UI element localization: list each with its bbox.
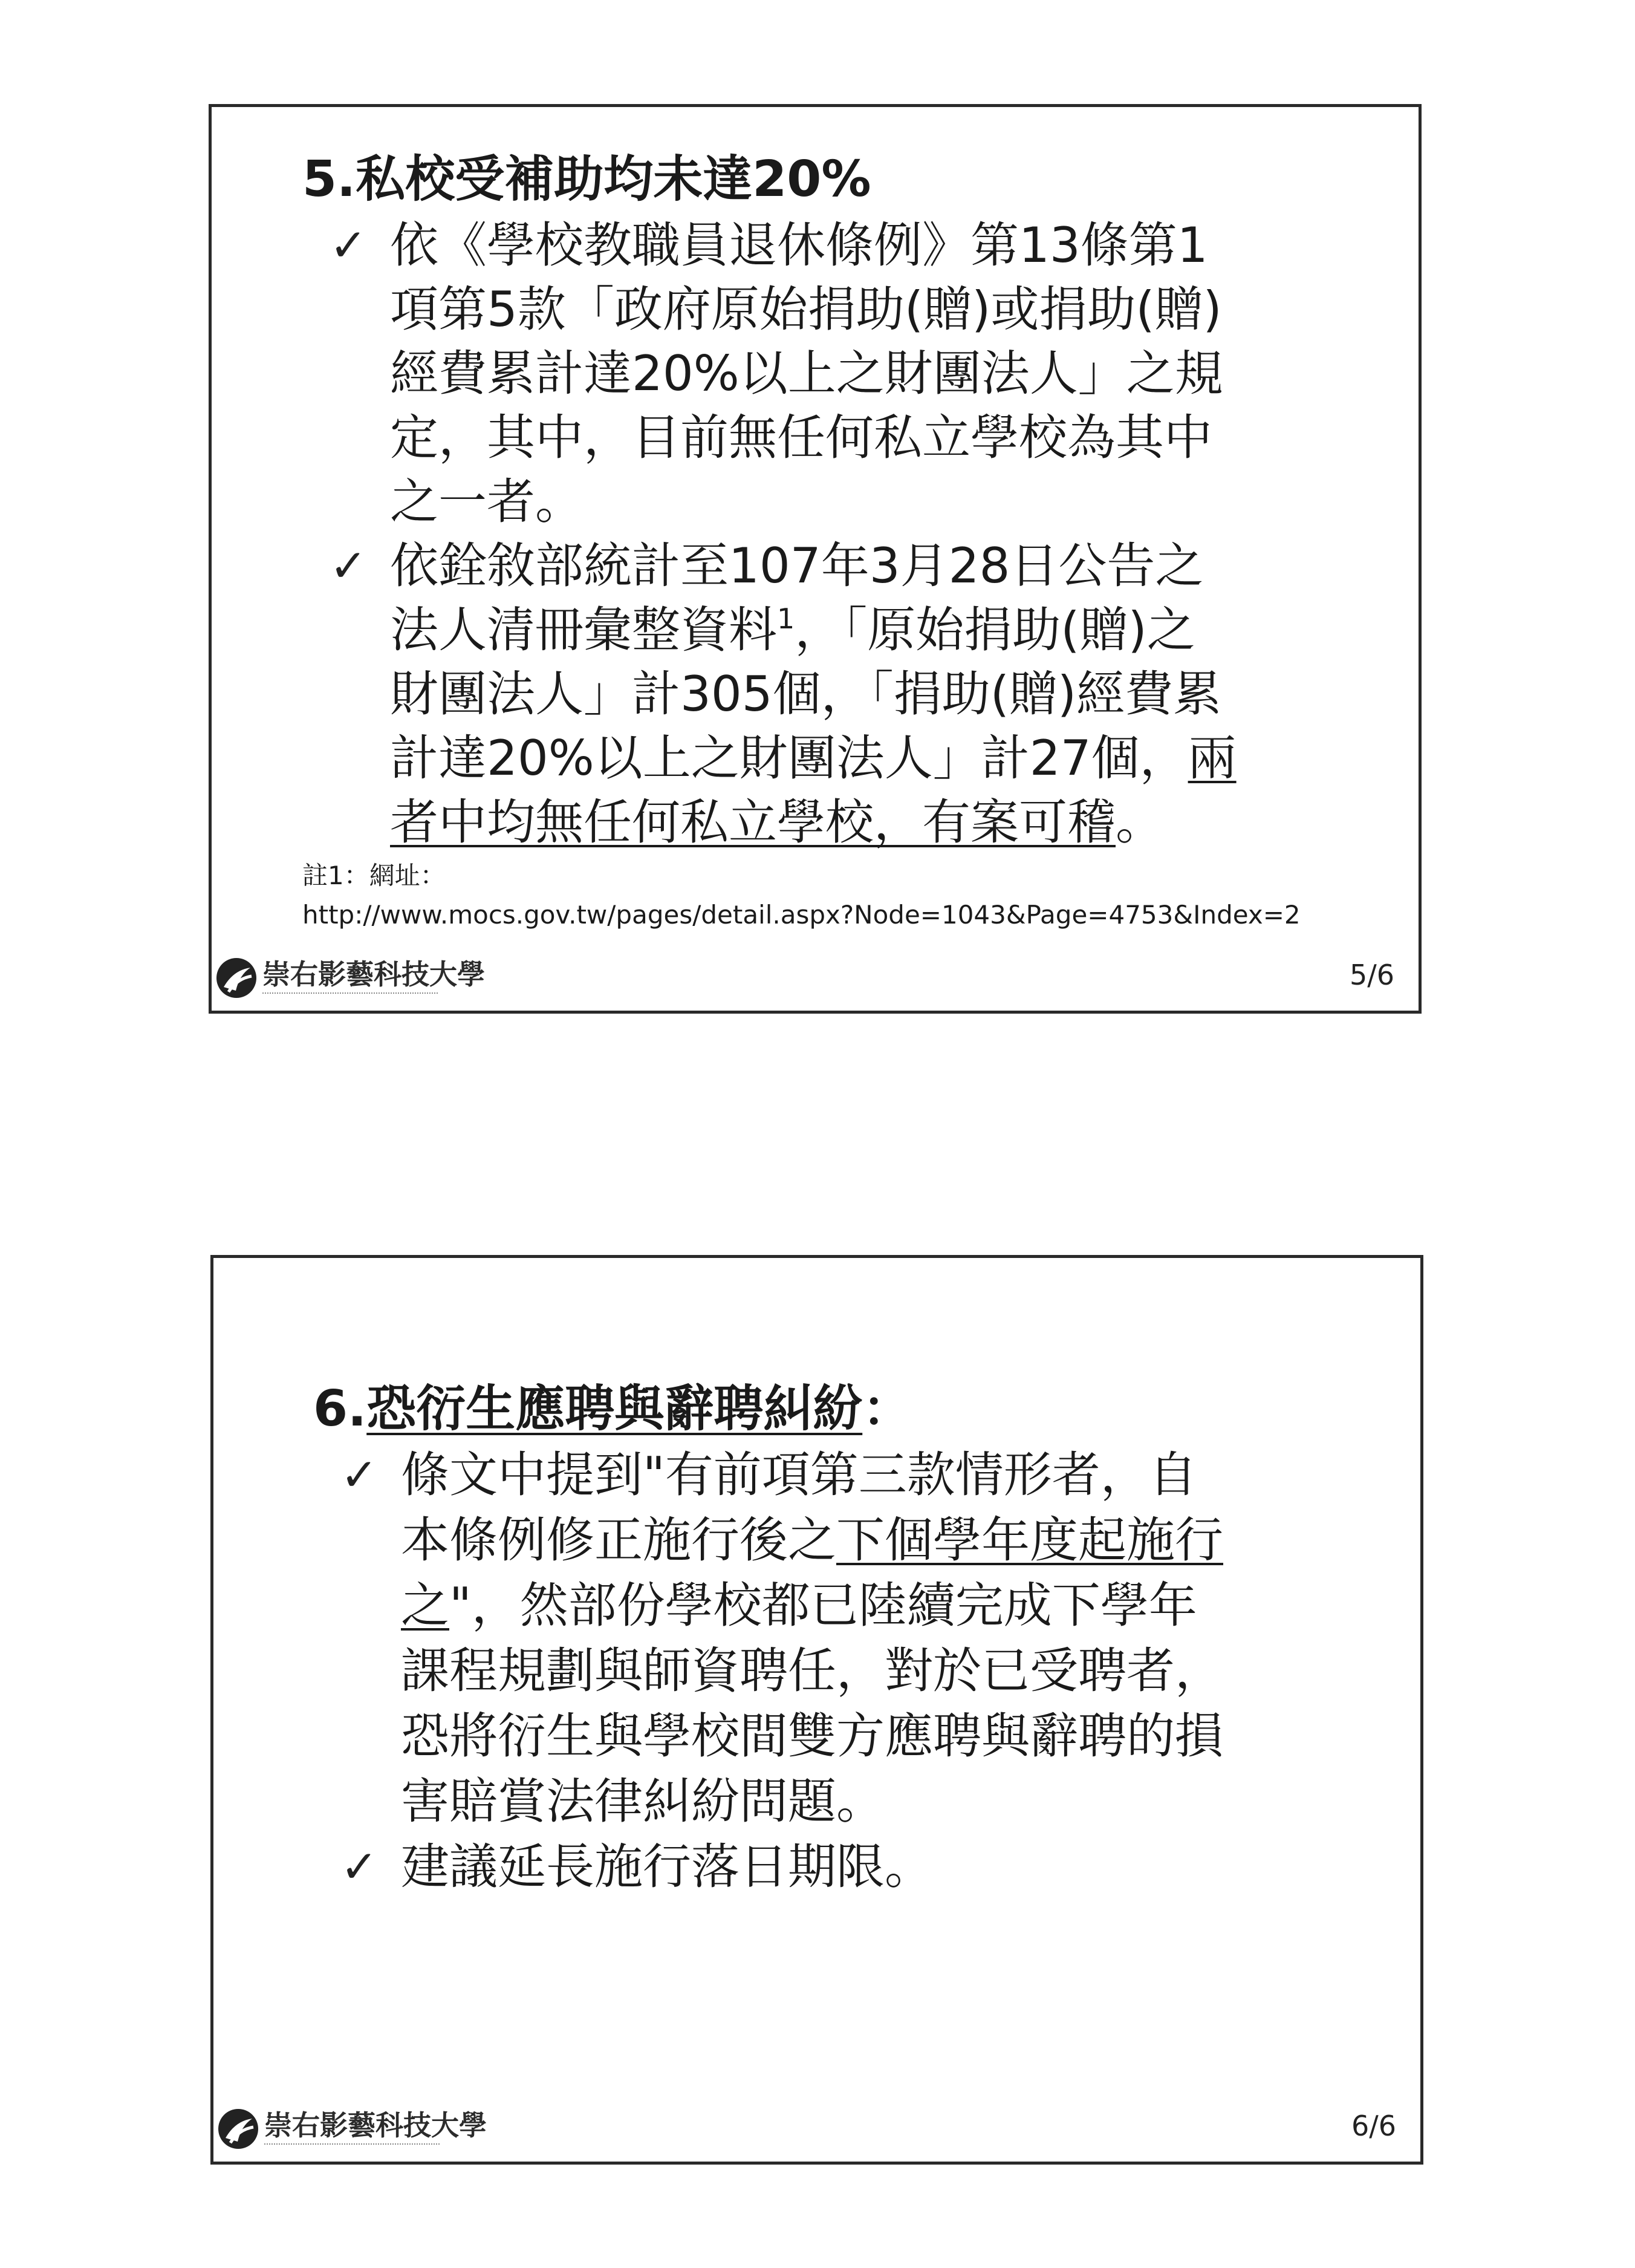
logo-subtitle-line xyxy=(264,2143,440,2148)
bullet-line: 恐將衍生與學校間雙方應聘與辭聘的損 xyxy=(401,1708,1223,1764)
title-number: 6. xyxy=(313,1380,367,1438)
bullet-item xyxy=(330,534,1400,855)
bullet-item xyxy=(340,1442,1411,1834)
bullet-list xyxy=(330,213,1400,855)
university-logo xyxy=(215,957,485,999)
logo-name: 崇右影藝科技大學 xyxy=(264,2109,487,2142)
footnote-url: http://www.mocs.gov.tw/pages/detail.aspx?Node=1043&Page=4753&Index=2 xyxy=(302,900,1301,930)
slide-5 xyxy=(209,104,1422,1014)
bullet-line: 建議延長施行落日期限。 xyxy=(401,1839,933,1895)
university-logo-icon xyxy=(217,2108,259,2150)
bullet-line xyxy=(390,598,1400,662)
slide-6 xyxy=(210,1255,1423,2165)
bullet-line: 條文中提到"有前項第三款情形者，自 xyxy=(401,1447,1197,1503)
page-number: 5/6 xyxy=(1349,959,1394,991)
underlined-text: 之 xyxy=(401,1577,449,1634)
title-colon: ： xyxy=(862,1380,912,1438)
university-logo xyxy=(217,2108,487,2150)
footnote-label: 註1：網址： xyxy=(302,861,446,890)
bullet-line xyxy=(401,1573,1411,1638)
underlined-text: 兩 xyxy=(1188,730,1237,786)
bullet-line: 定，其中，目前無任何私立學校為其中 xyxy=(390,409,1212,466)
logo-name: 崇右影藝科技大學 xyxy=(262,958,485,991)
logo-subtitle-line xyxy=(262,992,438,997)
bullet-line xyxy=(390,726,1400,790)
bullet-line: 經費累計達20%以上之財團法人」之規 xyxy=(390,345,1223,402)
page-number: 6/6 xyxy=(1351,2110,1396,2142)
bullet-item xyxy=(340,1834,1411,1900)
text-segment: ，「原始捐助(贈)之 xyxy=(795,602,1195,658)
text-segment: "，然部份學校都已陸續完成下學年 xyxy=(449,1577,1197,1634)
bullet-list xyxy=(340,1442,1411,1900)
bullet-line: 項第5款「政府原始捐助(贈)或捐助(贈) xyxy=(390,281,1222,337)
slide-title xyxy=(313,1379,912,1439)
bullet-line: 之一者。 xyxy=(390,474,583,530)
underlined-text: 者中均無任何私立學校，有案可稽 xyxy=(390,794,1116,850)
bullet-line: 害賠賞法律糾紛問題。 xyxy=(401,1773,885,1830)
bullet-line xyxy=(401,1508,1411,1573)
footnote-marker: 1 xyxy=(777,602,795,635)
checkmark-icon: ✓ xyxy=(330,540,368,592)
bullet-line: 依銓敘部統計至107年3月28日公告之 xyxy=(390,538,1204,594)
bullet-line: 財團法人」計305個，「捐助(贈)經費累 xyxy=(390,666,1222,722)
text-segment: 本條例修正施行後之 xyxy=(401,1512,836,1568)
text-segment: 。 xyxy=(1116,794,1164,850)
underlined-text: 下個學年度起施行 xyxy=(836,1512,1223,1568)
bullet-line xyxy=(390,790,1400,855)
checkmark-icon: ✓ xyxy=(340,1841,379,1893)
university-logo-icon xyxy=(215,957,258,999)
logo-text-block xyxy=(264,2110,487,2148)
text-segment: 計達20%以上之財團法人」計27個， xyxy=(390,730,1188,786)
bullet-item xyxy=(330,213,1400,534)
checkmark-icon: ✓ xyxy=(330,220,368,272)
bullet-line: 課程規劃與師資聘任，對於已受聘者， xyxy=(401,1643,1223,1699)
checkmark-icon: ✓ xyxy=(340,1449,379,1501)
title-text: 恐衍生應聘與辭聘糾紛 xyxy=(366,1380,863,1438)
text-segment: 法人清冊彙整資料 xyxy=(390,602,777,658)
logo-text-block xyxy=(262,959,485,997)
bullet-line: 依《學校教職員退休條例》第13條第1 xyxy=(390,217,1208,273)
slide-title: 5.私校受補助均未達20% xyxy=(302,151,871,208)
